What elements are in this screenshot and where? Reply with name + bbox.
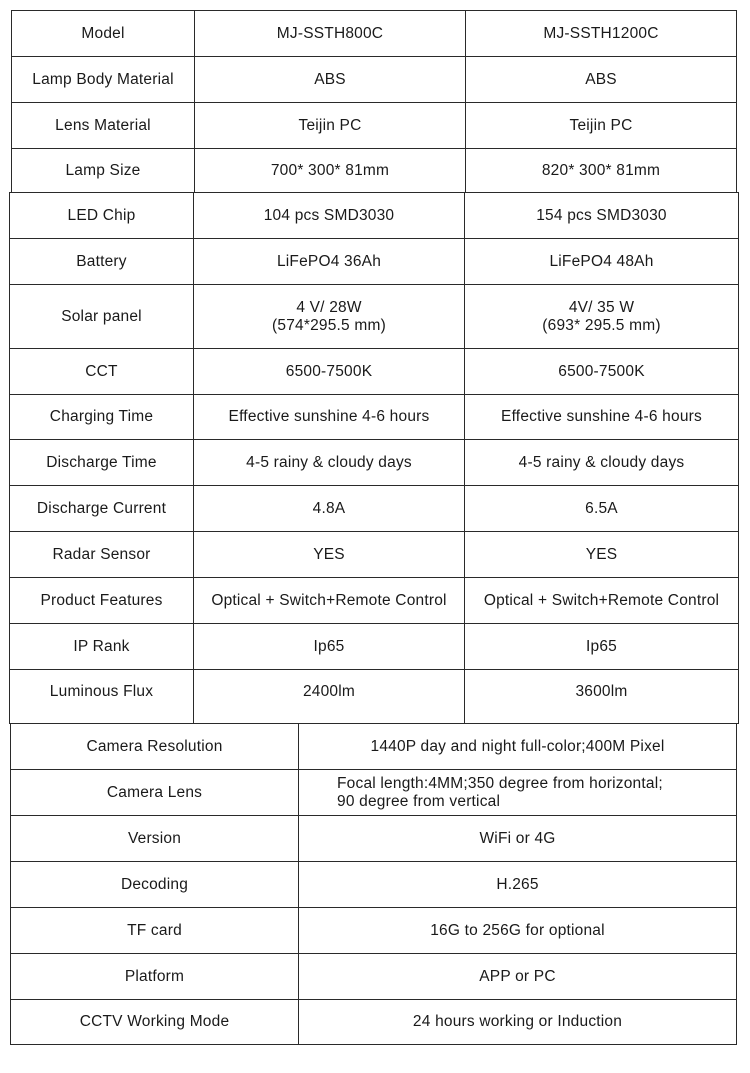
row-label: Lamp Body Material	[12, 57, 195, 103]
cell-model-a: YES	[194, 532, 465, 578]
cell-value: APP or PC	[299, 954, 737, 1000]
cell-model-b: 6.5A	[465, 486, 739, 532]
cell-model-a: Effective sunshine 4-6 hours	[194, 395, 465, 440]
table-row	[11, 1000, 737, 1045]
cell-model-b: Effective sunshine 4-6 hours	[465, 395, 739, 440]
cell-model-a: 4.8A	[194, 486, 465, 532]
cell-value: H.265	[299, 862, 737, 908]
row-label: Discharge Current	[10, 486, 194, 532]
cell-value	[299, 770, 737, 816]
cell-model-a: Optical + Switch+Remote Control	[194, 578, 465, 624]
row-label: Camera Resolution	[11, 724, 299, 770]
camera-lens-line1: Focal length:4MM;350 degree from horizontal;	[337, 774, 663, 792]
row-label: Lens Material	[12, 103, 195, 149]
cell-model-a: 700* 300* 81mm	[195, 149, 466, 193]
cell-model-b: 4-5 rainy & cloudy days	[465, 440, 739, 486]
table-row	[10, 285, 739, 349]
cell-value: 16G to 256G for optional	[299, 908, 737, 954]
table-row	[11, 862, 737, 908]
row-label: Luminous Flux	[10, 670, 194, 724]
table-row	[12, 103, 737, 149]
cell-model-a: 4-5 rainy & cloudy days	[194, 440, 465, 486]
table-row	[10, 193, 739, 239]
table-row	[10, 440, 739, 486]
cell-model-b: 820* 300* 81mm	[466, 149, 737, 193]
cell-model-b: Ip65	[465, 624, 739, 670]
solar-a-line2: (574*295.5 mm)	[272, 316, 386, 334]
row-label: Version	[11, 816, 299, 862]
row-label: Product Features	[10, 578, 194, 624]
cell-model-a: LiFePO4 36Ah	[194, 239, 465, 285]
model-b-header: MJ-SSTH1200C	[466, 11, 737, 57]
camera-lens-line2: 90 degree from vertical	[337, 792, 501, 810]
table-row	[11, 816, 737, 862]
cell-model-a: 2400lm	[194, 670, 465, 724]
table-row	[12, 57, 737, 103]
cell-model-b	[465, 285, 739, 349]
cell-model-b: Optical + Switch+Remote Control	[465, 578, 739, 624]
table-row	[10, 486, 739, 532]
model-a-header: MJ-SSTH800C	[195, 11, 466, 57]
cell-value: 24 hours working or Induction	[299, 1000, 737, 1045]
row-label: Decoding	[11, 862, 299, 908]
table-row	[10, 578, 739, 624]
row-label: Camera Lens	[11, 770, 299, 816]
table-row	[11, 954, 737, 1000]
table-row	[10, 349, 739, 395]
row-label: Charging Time	[10, 395, 194, 440]
row-label: LED Chip	[10, 193, 194, 239]
spec-table-camera	[10, 723, 737, 1045]
cell-model-b: YES	[465, 532, 739, 578]
solar-a-line1: 4 V/ 28W	[296, 298, 362, 316]
row-label: TF card	[11, 908, 299, 954]
table-row	[12, 149, 737, 193]
cell-value: 1440P day and night full-color;400M Pixel	[299, 724, 737, 770]
table-row	[10, 670, 739, 724]
cell-model-a	[194, 285, 465, 349]
cell-model-b: 6500-7500K	[465, 349, 739, 395]
spec-table-middle	[9, 192, 739, 724]
cell-model-a: ABS	[195, 57, 466, 103]
cell-model-a: Teijin PC	[195, 103, 466, 149]
table-row	[10, 239, 739, 285]
table-row	[10, 395, 739, 440]
table-row-model	[12, 11, 737, 57]
row-label: Radar Sensor	[10, 532, 194, 578]
row-label: Solar panel	[10, 285, 194, 349]
cell-value: WiFi or 4G	[299, 816, 737, 862]
row-label: Battery	[10, 239, 194, 285]
cell-model-a: 104 pcs SMD3030	[194, 193, 465, 239]
cell-model-b: 3600lm	[465, 670, 739, 724]
solar-b-line2: (693* 295.5 mm)	[542, 316, 661, 334]
cell-model-a: Ip65	[194, 624, 465, 670]
solar-b-line1: 4V/ 35 W	[568, 298, 635, 316]
row-label: Lamp Size	[12, 149, 195, 193]
cell-model-b: ABS	[466, 57, 737, 103]
row-label: IP Rank	[10, 624, 194, 670]
row-label: CCT	[10, 349, 194, 395]
table-row	[10, 624, 739, 670]
row-label: Model	[12, 11, 195, 57]
row-label: Platform	[11, 954, 299, 1000]
table-row	[11, 908, 737, 954]
table-row	[10, 532, 739, 578]
cell-model-b: LiFePO4 48Ah	[465, 239, 739, 285]
spec-table-top	[11, 10, 737, 193]
cell-model-b: Teijin PC	[466, 103, 737, 149]
table-row	[11, 724, 737, 770]
table-row	[11, 770, 737, 816]
row-label: Discharge Time	[10, 440, 194, 486]
cell-model-a: 6500-7500K	[194, 349, 465, 395]
row-label: CCTV Working Mode	[11, 1000, 299, 1045]
cell-model-b: 154 pcs SMD3030	[465, 193, 739, 239]
